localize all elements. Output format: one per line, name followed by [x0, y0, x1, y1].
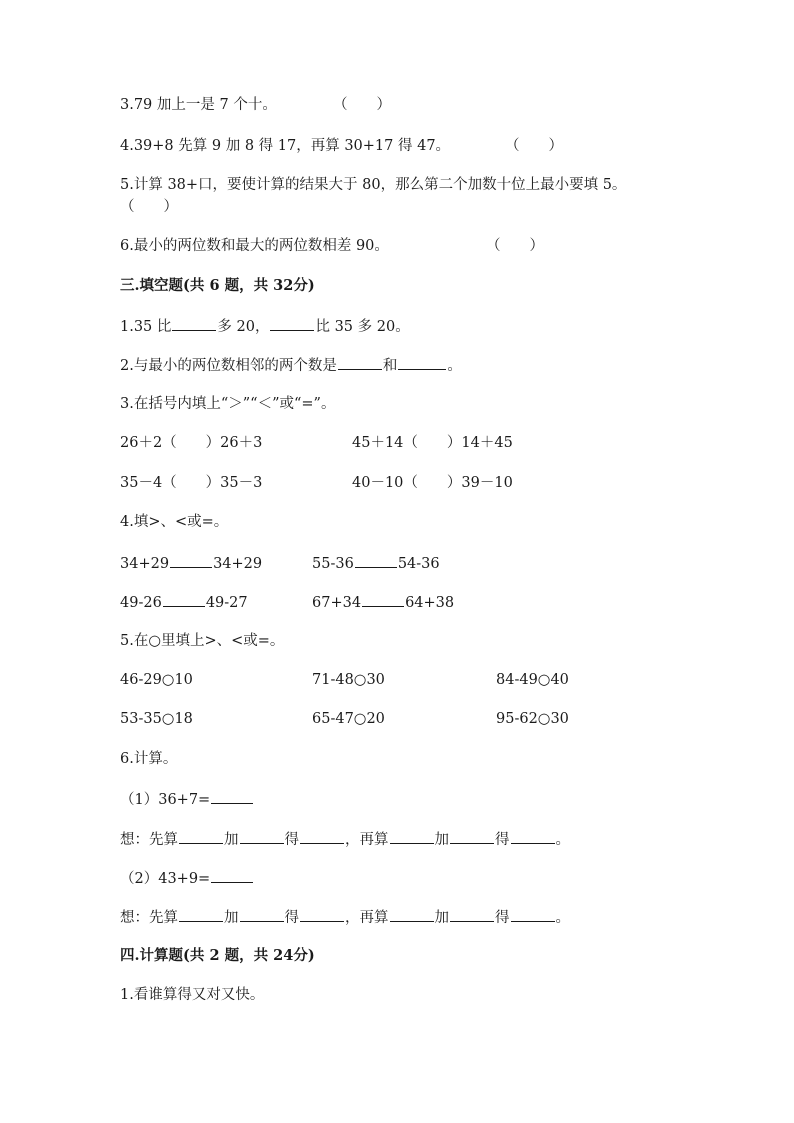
judge-q5-paren[interactable]: （ ） [120, 199, 178, 215]
think-text: 得 [284, 832, 299, 848]
judge-q6-paren[interactable]: （ ） [486, 238, 544, 254]
fill-q4-item-2-blank[interactable] [355, 552, 397, 568]
fill-q4-item-4 [312, 591, 454, 613]
fill-q2-blank-2[interactable] [398, 354, 446, 370]
think2-blank-3[interactable] [300, 906, 344, 922]
fill-q1-part-b: 多 20， [217, 319, 270, 335]
think2-blank-4[interactable] [390, 906, 434, 922]
think-text: 加 [224, 910, 239, 926]
think-text: 。 [555, 910, 570, 926]
fill-q2-part-b: 和 [382, 358, 398, 374]
fill-q4-item-3 [120, 591, 248, 613]
judge-q4-text: 4.39+8 先算 9 加 8 得 17，再算 30+17 得 47。 [120, 138, 451, 154]
think-text: 加 [224, 832, 239, 848]
fill-q5-item-4[interactable]: 53-35○18 [120, 711, 193, 727]
think2-blank-6[interactable] [511, 906, 555, 922]
judge-q4-paren[interactable]: （ ） [505, 138, 563, 154]
fill-q6-think1 [120, 828, 570, 850]
think-text: 得 [284, 910, 299, 926]
fill-q4-item-2 [312, 552, 440, 574]
fill-q4-item-3-left: 49-26 [120, 595, 162, 611]
fill-q4-item-2-right: 54-36 [397, 556, 440, 572]
think-text: 得 [495, 832, 510, 848]
fill-q6-title: 6.计算。 [120, 751, 178, 767]
think1-blank-6[interactable] [511, 828, 555, 844]
fill-q4-item-1-left: 34+29 [120, 556, 170, 572]
fill-q5-item-5[interactable]: 65-47○20 [312, 711, 385, 727]
fill-q4-item-3-blank[interactable] [163, 591, 205, 607]
fill-q6-sub2 [120, 867, 254, 889]
fill-q1-part-c: 比 35 多 20。 [315, 319, 410, 335]
fill-q4-item-4-left: 67+34 [312, 595, 362, 611]
think1-blank-3[interactable] [300, 828, 344, 844]
think1-blank-4[interactable] [390, 828, 434, 844]
fill-q1 [120, 315, 410, 337]
think-text: 加 [434, 910, 449, 926]
think1-blank-5[interactable] [450, 828, 494, 844]
fill-q4-item-3-right: 49-27 [205, 595, 248, 611]
fill-q6-sub1 [120, 788, 254, 810]
fill-q5-item-1[interactable]: 46-29○10 [120, 672, 193, 688]
fill-section-heading: 三.填空题(共 6 题，共 32分) [120, 277, 315, 294]
fill-q3-title: 3.在括号内填上“＞”“＜”或“=”。 [120, 396, 336, 412]
think-text: 。 [555, 832, 570, 848]
fill-q5-item-3[interactable]: 84-49○40 [496, 672, 569, 688]
fill-q6-sub1-blank[interactable] [211, 788, 253, 804]
fill-q5-title: 5.在○里填上>、<或=。 [120, 633, 285, 649]
fill-q6-sub1-expr: （1）36+7= [120, 792, 211, 808]
think2-blank-5[interactable] [450, 906, 494, 922]
fill-q4-item-1-blank[interactable] [170, 552, 212, 568]
judge-q5-text: 5.计算 38+口，要使计算的结果大于 80，那么第二个加数十位上最小要填 5。 [120, 177, 627, 193]
judge-q6-text: 6.最小的两位数和最大的两位数相差 90。 [120, 238, 389, 254]
fill-q2-blank-1[interactable] [338, 354, 382, 370]
fill-q3-item-2[interactable]: 45＋14（ ）14＋45 [352, 435, 513, 451]
fill-q2-part-a: 2.与最小的两位数相邻的两个数是 [120, 358, 337, 374]
think-text: ，再算 [345, 832, 389, 848]
fill-q1-part-a: 1.35 比 [120, 319, 172, 335]
think-text: ，再算 [345, 910, 389, 926]
calc-section-heading: 四.计算题(共 2 题，共 24分) [120, 947, 315, 964]
fill-q4-item-1-right: 34+29 [213, 556, 263, 572]
fill-q6-think2 [120, 906, 570, 928]
think2-blank-2[interactable] [240, 906, 284, 922]
fill-q4-item-2-left: 55-36 [312, 556, 354, 572]
fill-q1-blank-1[interactable] [172, 315, 216, 331]
fill-q6-sub2-blank[interactable] [211, 867, 253, 883]
fill-q4-item-4-right: 64+38 [405, 595, 455, 611]
fill-q1-blank-2[interactable] [270, 315, 314, 331]
think1-blank-2[interactable] [240, 828, 284, 844]
fill-q4-item-4-blank[interactable] [362, 591, 404, 607]
fill-q6-sub2-expr: （2）43+9= [120, 871, 211, 887]
calc-q1-title: 1.看谁算得又对又快。 [120, 987, 265, 1003]
think-text: 加 [434, 832, 449, 848]
think2-blank-1[interactable] [179, 906, 223, 922]
fill-q4-title: 4.填>、<或=。 [120, 514, 229, 530]
fill-q3-item-1[interactable]: 26＋2（ ）26＋3 [120, 435, 263, 451]
think-text: 想：先算 [120, 832, 178, 848]
fill-q2-part-c: 。 [447, 358, 462, 374]
think-text: 想：先算 [120, 910, 178, 926]
think-text: 得 [495, 910, 510, 926]
think1-blank-1[interactable] [179, 828, 223, 844]
fill-q5-item-6[interactable]: 95-62○30 [496, 711, 569, 727]
fill-q5-item-2[interactable]: 71-48○30 [312, 672, 385, 688]
judge-q3-paren[interactable]: （ ） [333, 97, 391, 113]
fill-q4-item-1 [120, 552, 262, 574]
fill-q3-item-4[interactable]: 40－10（ ）39－10 [352, 475, 513, 491]
fill-q3-item-3[interactable]: 35－4（ ）35－3 [120, 475, 263, 491]
judge-q3-text: 3.79 加上一是 7 个十。 [120, 97, 277, 113]
fill-q2 [120, 354, 462, 376]
